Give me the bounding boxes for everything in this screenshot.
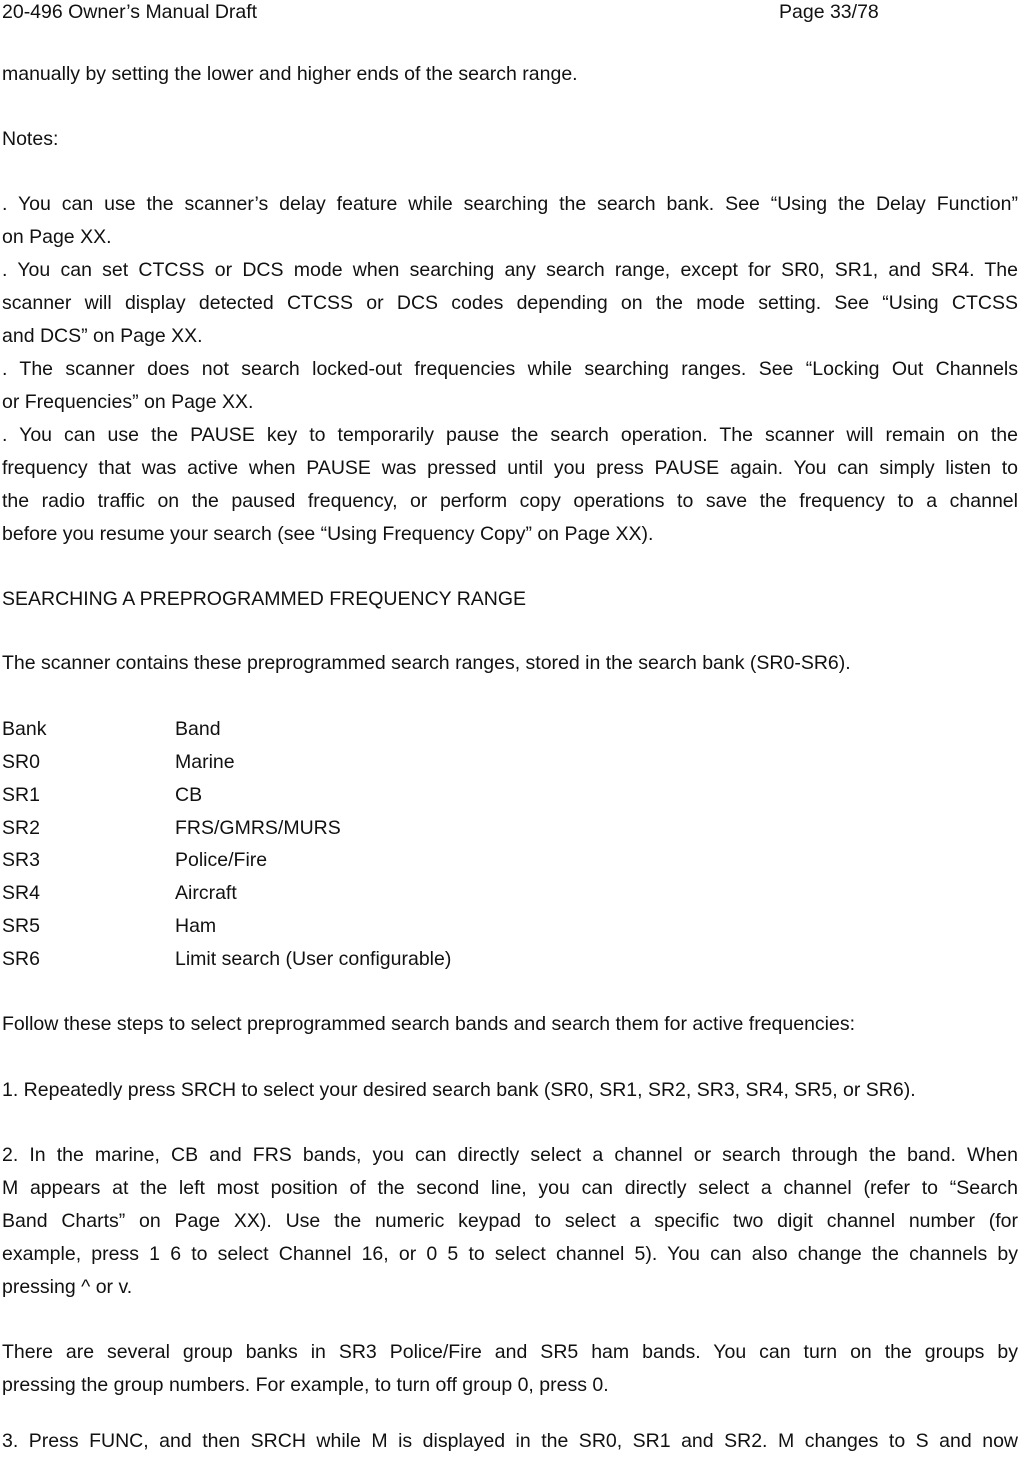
note-line: scanner will display detected CTCSS or DCS codes depending on the mode setting. See “Using CTCSS (2, 292, 1018, 314)
table-cell-bank: SR0 (2, 751, 40, 773)
note-line: . You can use the PAUSE key to temporarily pause the search operation. The scanner will remain on the (2, 424, 1018, 446)
steps-intro: Follow these steps to select preprogrammed search bands and search them for active frequencies: (2, 1013, 856, 1035)
note-line: frequency that was active when PAUSE was pressed until you press PAUSE again. You can simply listen to (2, 457, 1018, 479)
section-heading: SEARCHING A PREPROGRAMMED FREQUENCY RANGE (2, 588, 527, 610)
table-cell-bank: SR1 (2, 784, 40, 806)
step-2-line: 2. In the marine, CB and FRS bands, you can directly select a channel or search through the band. When (2, 1144, 1018, 1166)
table-cell-band: CB (175, 784, 203, 806)
page-number: Page 33/78 (779, 1, 879, 23)
note-line: or Frequencies” on Page XX. (2, 391, 254, 413)
step-3: 3. Press FUNC, and then SRCH while M is displayed in the SR0, SR1 and SR2. M changes to S and now (2, 1430, 1018, 1452)
table-cell-band: Police/Fire (175, 849, 268, 871)
step-2-line: pressing ^ or v. (2, 1276, 133, 1298)
step-2-line: M appears at the left most position of the second line, you can directly select a channel (refer to “Search (2, 1177, 1018, 1199)
table-cell-band: Ham (175, 915, 217, 937)
step-2-line: example, press 1 6 to select Channel 16, or 0 5 to select channel 5). You can also change the channels by (2, 1243, 1018, 1265)
table-cell-bank: SR4 (2, 882, 40, 904)
step-1: 1. Repeatedly press SRCH to select your desired search bank (SR0, SR1, SR2, SR3, SR4, SR5, or SR6). (2, 1079, 916, 1101)
notes-label: Notes: (2, 128, 59, 150)
table-cell-bank: SR6 (2, 948, 40, 970)
step-2-line: Band Charts” on Page XX). Use the numeric keypad to select a specific two digit channel number (for (2, 1210, 1018, 1232)
table-header-bank: Bank (2, 718, 47, 740)
note-line: . You can set CTCSS or DCS mode when searching any search range, except for SR0, SR1, and SR4. The (2, 259, 1018, 281)
note-line: . The scanner does not search locked-out frequencies while searching ranges. See “Locking Out Channels (2, 358, 1018, 380)
note-line: and DCS” on Page XX. (2, 325, 203, 347)
document-title: 20-496 Owner’s Manual Draft (2, 1, 258, 23)
table-cell-bank: SR2 (2, 817, 40, 839)
note-line: the radio traffic on the paused frequency, or perform copy operations to save the frequency to a channel (2, 490, 1018, 512)
group-note-line: pressing the group numbers. For example, to turn off group 0, press 0. (2, 1374, 609, 1396)
table-cell-band: Limit search (User configurable) (175, 948, 452, 970)
note-line: . You can use the scanner’s delay feature while searching the search bank. See “Using the Delay Function” (2, 193, 1018, 215)
intro-paragraph: manually by setting the lower and higher ends of the search range. (2, 63, 578, 85)
table-cell-band: Marine (175, 751, 235, 773)
table-header-band: Band (175, 718, 221, 740)
note-line: before you resume your search (see “Using Frequency Copy” on Page XX). (2, 523, 654, 545)
page-header (0, 0, 1018, 24)
section-intro: The scanner contains these preprogrammed search ranges, stored in the search bank (SR0-SR6). (2, 652, 851, 674)
table-cell-band: Aircraft (175, 882, 237, 904)
table-cell-bank: SR3 (2, 849, 40, 871)
note-line: on Page XX. (2, 226, 112, 248)
table-cell-bank: SR5 (2, 915, 40, 937)
group-note-line: There are several group banks in SR3 Police/Fire and SR5 ham bands. You can turn on the groups by (2, 1341, 1018, 1363)
table-cell-band: FRS/GMRS/MURS (175, 817, 341, 839)
